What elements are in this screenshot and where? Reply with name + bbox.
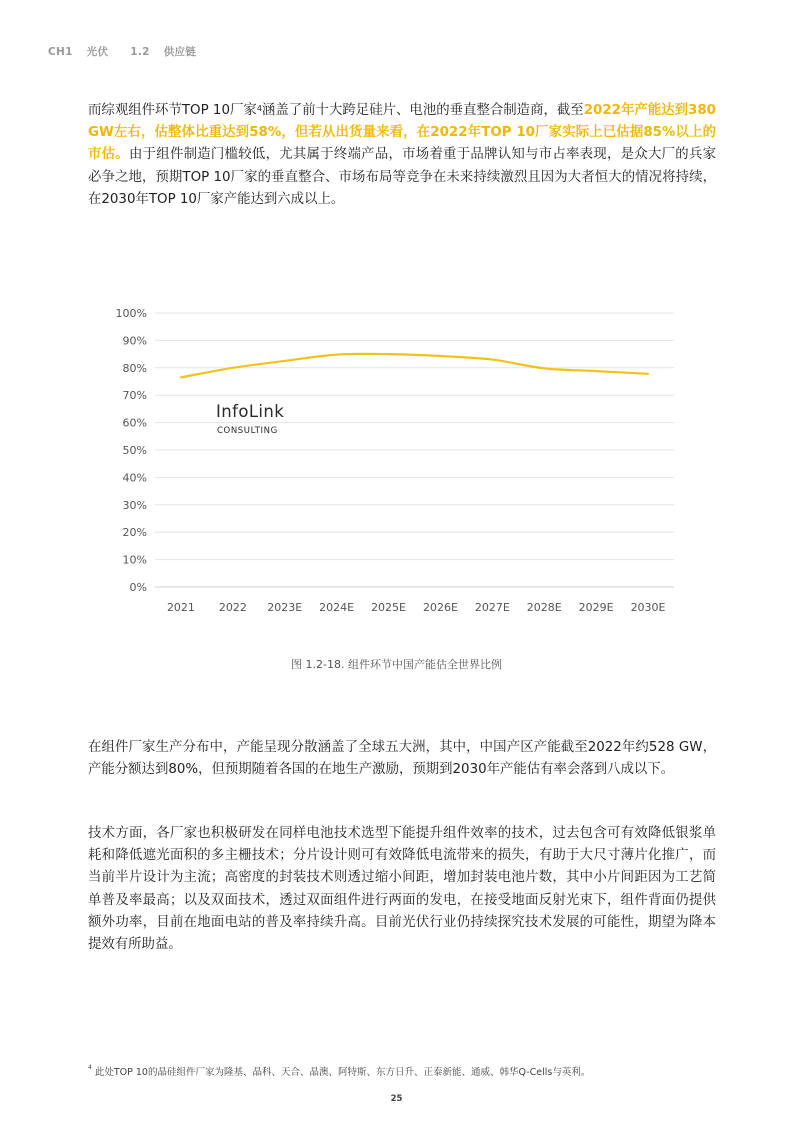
paragraph-technology: 技术方面，各厂家也积极研发在同样电池技术选型下能提升组件效率的技术，过去包含可有效降低银浆单耗和降低遮光面积的多主栅技术；分片设计则可有效降低电流带来的损失，有助于大尺寸薄片化推广，而当前半片设计为主流；高密度的封装技术则透过缩小间距，增加封装电池片数，其中小片间距因为工艺简单普及率最高；以及双面技术，透过双面组件进行两面的发电，在接受地面反射光束下，组件背面仍提供额外功率，目前在地面电站的普及率持续升高。目前光伏行业仍持续探究技术发展的可能性，期望为降本提效有所助益。 bbox=[88, 826, 716, 953]
section-title: 供应链 bbox=[163, 46, 197, 58]
footnote-reference[interactable]: 4 bbox=[256, 104, 262, 113]
paragraph-top10-capacity bbox=[88, 100, 716, 211]
y-tick-label: 40% bbox=[122, 471, 147, 485]
paragraph1-text-a: 而综观组件环节TOP 10厂家 bbox=[88, 103, 257, 118]
x-tick-label: 2025E bbox=[371, 601, 407, 614]
chapter-title: 光伏 bbox=[86, 46, 109, 58]
x-tick-label: 2022 bbox=[218, 601, 247, 614]
footnote-mark: 4 bbox=[88, 1064, 92, 1071]
x-tick-label: 2027E bbox=[474, 601, 510, 614]
paragraph-production-distribution: 在组件厂家生产分布中，产能呈现分散涵盖了全球五大洲，其中，中国产区产能截至2022年约528 GW，产能分额达到80%，但预期随着各国的在地生产激励，预期到2030年产能估有率会落到八成以下。 bbox=[88, 740, 716, 778]
paragraph1-text-c: 由于组件制造门槛较低，尤其属于终端产品，市场着重于品牌认知与市占率表现，是众大厂的兵家必争之地，预期TOP 10厂家的垂直整合、市场布局等竞争在未来持续激烈且因为大者恒大的情况将持续，在2030年TOP 10厂家产能达到六成以上。 bbox=[88, 147, 717, 207]
y-tick-label: 80% bbox=[122, 361, 147, 375]
running-header bbox=[48, 44, 196, 59]
x-tick-label: 2024E bbox=[319, 601, 355, 614]
chart-series bbox=[181, 354, 648, 378]
x-tick-label: 2021 bbox=[166, 601, 195, 614]
x-tick-label: 2026E bbox=[422, 601, 458, 614]
y-tick-label: 50% bbox=[122, 444, 147, 457]
y-tick-label: 70% bbox=[122, 389, 147, 403]
section-number: 1.2 bbox=[130, 46, 150, 58]
x-tick-label: 2029E bbox=[578, 601, 614, 614]
series-line bbox=[181, 354, 648, 378]
chart-y-ticks bbox=[116, 307, 147, 594]
y-tick-label: 60% bbox=[122, 416, 147, 430]
y-tick-label: 90% bbox=[122, 334, 147, 348]
x-tick-label: 2030E bbox=[630, 601, 666, 614]
y-tick-label: 30% bbox=[122, 498, 147, 512]
footnote bbox=[88, 1064, 728, 1078]
footnote-text: 此处TOP 10的晶硅组件厂家为隆基、晶科、天合、晶澳、阿特斯、东方日升、正泰新能、通威、韩华Q-Cells与英利。 bbox=[94, 1067, 591, 1078]
paragraph1-text-b: 涵盖了前十大跨足硅片、电池的垂直整合制造商，截至 bbox=[261, 103, 584, 118]
chapter-number: CH1 bbox=[48, 46, 73, 58]
y-tick-label: 20% bbox=[122, 526, 147, 540]
infolink-watermark bbox=[216, 402, 284, 436]
paragraph1-highlight: 2022年产能达到380 GW左右，估整体比重达到58%，但若从出货量来看，在2022年TOP 10厂家实际上已估据85%以上的市估。 bbox=[88, 103, 716, 163]
watermark-sub: CONSULTING bbox=[217, 426, 278, 436]
page-number: 25 bbox=[390, 1094, 403, 1104]
china-share-line-chart bbox=[100, 296, 700, 626]
x-tick-label: 2028E bbox=[526, 601, 562, 614]
y-tick-label: 100% bbox=[115, 307, 147, 320]
chart-x-ticks bbox=[167, 601, 666, 614]
x-tick-label: 2023E bbox=[267, 601, 303, 614]
y-tick-label: 0% bbox=[129, 581, 147, 594]
figure-caption: 图 1.2-18. 组件环节中国产能估全世界比例 bbox=[291, 658, 502, 671]
y-tick-label: 10% bbox=[122, 553, 147, 567]
watermark-brand: InfoLink bbox=[216, 402, 285, 421]
